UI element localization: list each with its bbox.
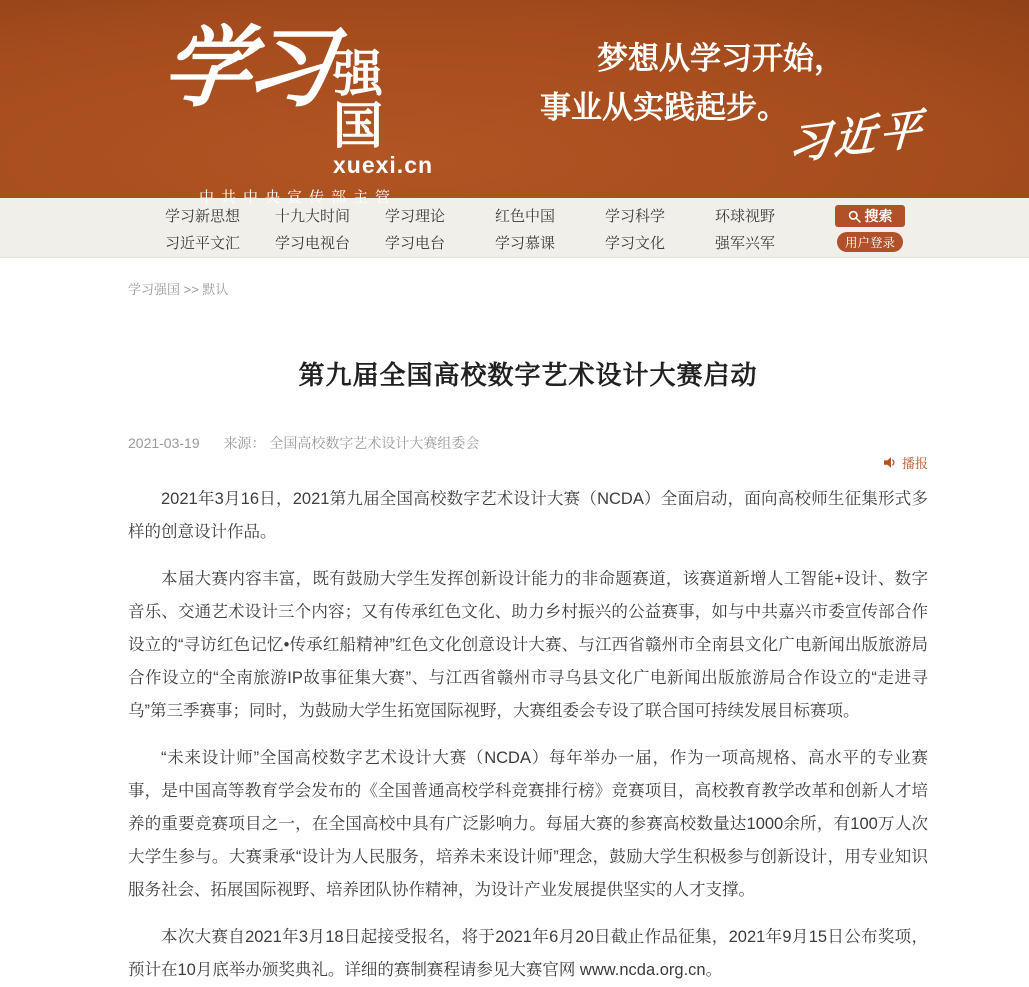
source-name: 全国高校数字艺术设计大赛组委会 [269,435,480,451]
site-header [0,0,1029,206]
logo-calligraphy-text: 学习 [157,21,333,118]
broadcast-button-label: 播报 [901,456,928,471]
logo-right-block [333,48,433,178]
nav-buttons [835,198,910,257]
article-title: 第九届全国高校数字艺术设计大赛启动 [298,360,758,390]
nav-item-qiangjun-xingjun[interactable]: 强军兴军 [715,235,776,252]
login-button-label: 用户登录 [844,236,895,250]
main-navbar [0,198,1029,258]
broadcast-row [128,453,928,473]
article-paragraph: 2021年3月16日，2021第九届全国高校数字艺术设计大赛（NCDA）全面启动，面向高校师生征集形式多样的创意设计作品。 [128,490,928,541]
logo-subtitle: 中共中央宣传部主管 [198,189,397,206]
nav-item-hongse-zhongguo[interactable]: 红色中国 [495,208,556,225]
logo-row [157,18,434,178]
logo-block-text: 强国 [332,46,384,154]
slogan-line-1: 梦想从学习开始， [597,41,845,76]
site-logo[interactable] [157,18,434,207]
article-paragraph: 本届大赛内容丰富，既有鼓励大学生发挥创新设计能力的非命题赛道，该赛道新增人工智能+设计、数字音乐、交通艺术设计三个内容；又有传承红色文化、助力乡村振兴的公益赛事，如与中共嘉兴市委宣传部合作设立的“寻访红色记忆•传承红船精神”红色文化创意设计大赛、与江西省赣州市全南县文化广电新闻出版旅游局合作设立的“全南旅游IP故事征集大赛”、与江西省赣州市寻乌县文化广电新闻出版旅游局合作设立的“走进寻乌”第三季赛事；同时，为鼓励大学生拓宽国际视野，大赛组委会专设了联合国可持续发展目标赛项。 [128,570,928,720]
article-paragraph: “未来设计师”全国高校数字艺术设计大赛（NCDA）每年举办一届，作为一项高规格、高水平的专业赛事，是中国高等教育学会发布的《全国普通高校学科竞赛排行榜》竞赛项目，高校教育教学改革和创新人才培养的重要竞赛项目之一，在全国高校中具有广泛影响力。每届大赛的参赛高校数量达1000余所，有100万人次大学生参与。大赛秉承“设计为人民服务，培养未来设计师”理念，鼓励大学生积极参与创新设计，用专业知识服务社会、拓展国际视野、培养团队协作精神，为设计产业发展提供坚实的人才支撑。 [128,749,928,899]
speaker-icon [884,456,898,469]
nav-item-xuexi-wenhua[interactable]: 学习文化 [605,235,666,252]
slogan-line-2: 事业从实践起步。 [540,90,788,125]
nav-item-xuexi-xinsixiang[interactable]: 学习新思想 [165,208,241,225]
nav-item-xuexi-lilun[interactable]: 学习理论 [385,208,446,225]
search-button-label: 搜索 [864,208,893,224]
nav-links [165,204,825,256]
breadcrumb[interactable]: 学习强国 >> 默认 [128,282,229,297]
signature-calligraphy: 习近平 [787,106,927,170]
logo-domain-text: xuexi.cn [332,152,434,178]
nav-item-xijinping-wenhui[interactable]: 习近平文汇 [165,235,241,252]
broadcast-button[interactable] [884,453,928,472]
nav-item-xuexi-dianshitai[interactable]: 学习电视台 [275,235,351,252]
article-date: 2021-03-19 [128,435,200,451]
article-body [128,483,928,987]
nav-item-shijiuda-shijian[interactable]: 十九大时间 [275,208,351,225]
article-meta [128,433,928,453]
login-button[interactable] [837,232,903,252]
source-label: 来源： [223,435,266,451]
navbar-inner [0,198,1029,257]
search-icon [848,210,861,223]
nav-item-xuexi-muke[interactable]: 学习慕课 [495,235,556,252]
nav-item-xuexi-diantai[interactable]: 学习电台 [385,235,446,252]
nav-item-xuexi-kexue[interactable]: 学习科学 [605,208,666,225]
article-paragraph: 本次大赛自2021年3月18日起接受报名，将于2021年6月20日截止作品征集，2021年9月15日公布奖项，预计在10月底举办颁奖典礼。详细的赛制赛程请参见大赛官网 www.ncda.org.cn。 [128,928,928,979]
search-button[interactable] [835,205,905,227]
nav-item-huanqiu-shiye[interactable]: 环球视野 [715,208,776,225]
article [128,355,928,987]
